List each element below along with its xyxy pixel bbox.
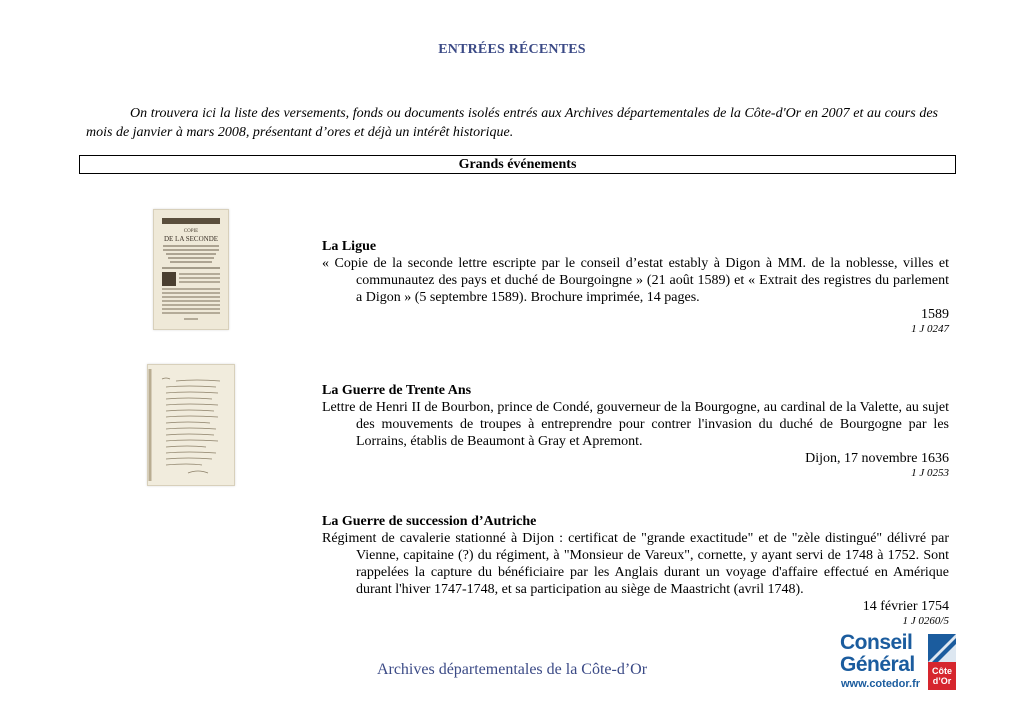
entry-trente-ans bbox=[322, 382, 949, 480]
entry-description: « Copie de la seconde lettre escripte par le conseil d’estat estably à Digon à MM. de la noblesse, villes et communautez des pays et duché de Bourgoingne » (21 août 1589) et « Extrait des registres du parlement a Digon » (5 septembre 1589). Brochure imprimée, 14 pages. bbox=[322, 256, 949, 305]
handwritten-letter-image bbox=[148, 365, 234, 485]
document-thumbnail-trente-ans bbox=[147, 364, 235, 486]
logo-line1: Conseil bbox=[840, 631, 913, 654]
thumbnail-title-text: DE LA SECONDE bbox=[163, 235, 219, 243]
badge-flag-icon bbox=[928, 634, 956, 662]
entry-title: La Guerre de Trente Ans bbox=[322, 383, 472, 398]
entry-cote: 1 J 0253 bbox=[911, 467, 949, 479]
entry-title: La Guerre de succession d’Autriche bbox=[322, 514, 537, 529]
entry-date: 14 février 1754 bbox=[862, 599, 949, 614]
entry-ligue bbox=[322, 238, 949, 336]
entry-cote: 1 J 0260/5 bbox=[902, 615, 949, 627]
section-title: Grands événements bbox=[458, 157, 577, 172]
printed-brochure-image bbox=[154, 210, 228, 329]
thumbnail-heading-text: COPIE bbox=[183, 229, 199, 234]
badge-line2: d’Or bbox=[932, 676, 952, 686]
entry-description: Lettre de Henri II de Bourbon, prince de Condé, gouverneur de la Bourgogne, au cardinal de la Valette, au sujet des mouvements de troupes à entreprendre pour contrer l'invasion du duché de Bourgogne par les Lorrains, établis de Beaumont à Gray et Apremont. bbox=[322, 400, 949, 449]
logo-url[interactable]: www.cotedor.fr bbox=[841, 678, 921, 690]
intro-paragraph: On trouvera ici la liste des versements, fonds ou documents isolés entrés aux Archives départementales de la Côte-d'Or en 2007 et au cours des mois de janvier à mars 2008, présentant d’ores et déjà un intérêt historique. bbox=[86, 106, 938, 140]
entry-description: Régiment de cavalerie stationné à Dijon : certificat de "grande exactitude" et de "zèle distingué" délivré par Vienne, capitaine (?) du régiment, à "Monsieur de Vareux", cornette, y ayant servi de 1748 à 1752. Sont rappelées la capture du bénéficiaire par les Anglais durant un voyage d'affaire effectué en Amérique durant l'hiver 1747-1748, et sa participation au siège de Maastricht (avril 1748). bbox=[322, 531, 949, 597]
entry-succession-autriche bbox=[322, 513, 949, 628]
entry-title: La Ligue bbox=[322, 239, 377, 254]
page-title: ENTRÉES RÉCENTES bbox=[438, 42, 586, 57]
logo-line2: Général bbox=[840, 653, 915, 676]
footer-archives-name: Archives départementales de la Côte-d’Or bbox=[376, 661, 648, 678]
entry-date: Dijon, 17 novembre 1636 bbox=[805, 451, 949, 466]
section-heading-box bbox=[79, 155, 956, 174]
cote-dor-badge bbox=[928, 634, 956, 690]
conseil-general-logo[interactable] bbox=[836, 630, 960, 694]
entry-date: 1589 bbox=[921, 307, 949, 322]
entry-cote: 1 J 0247 bbox=[911, 323, 949, 335]
badge-line1: Côte bbox=[932, 666, 952, 676]
document-thumbnail-ligue bbox=[153, 209, 229, 330]
